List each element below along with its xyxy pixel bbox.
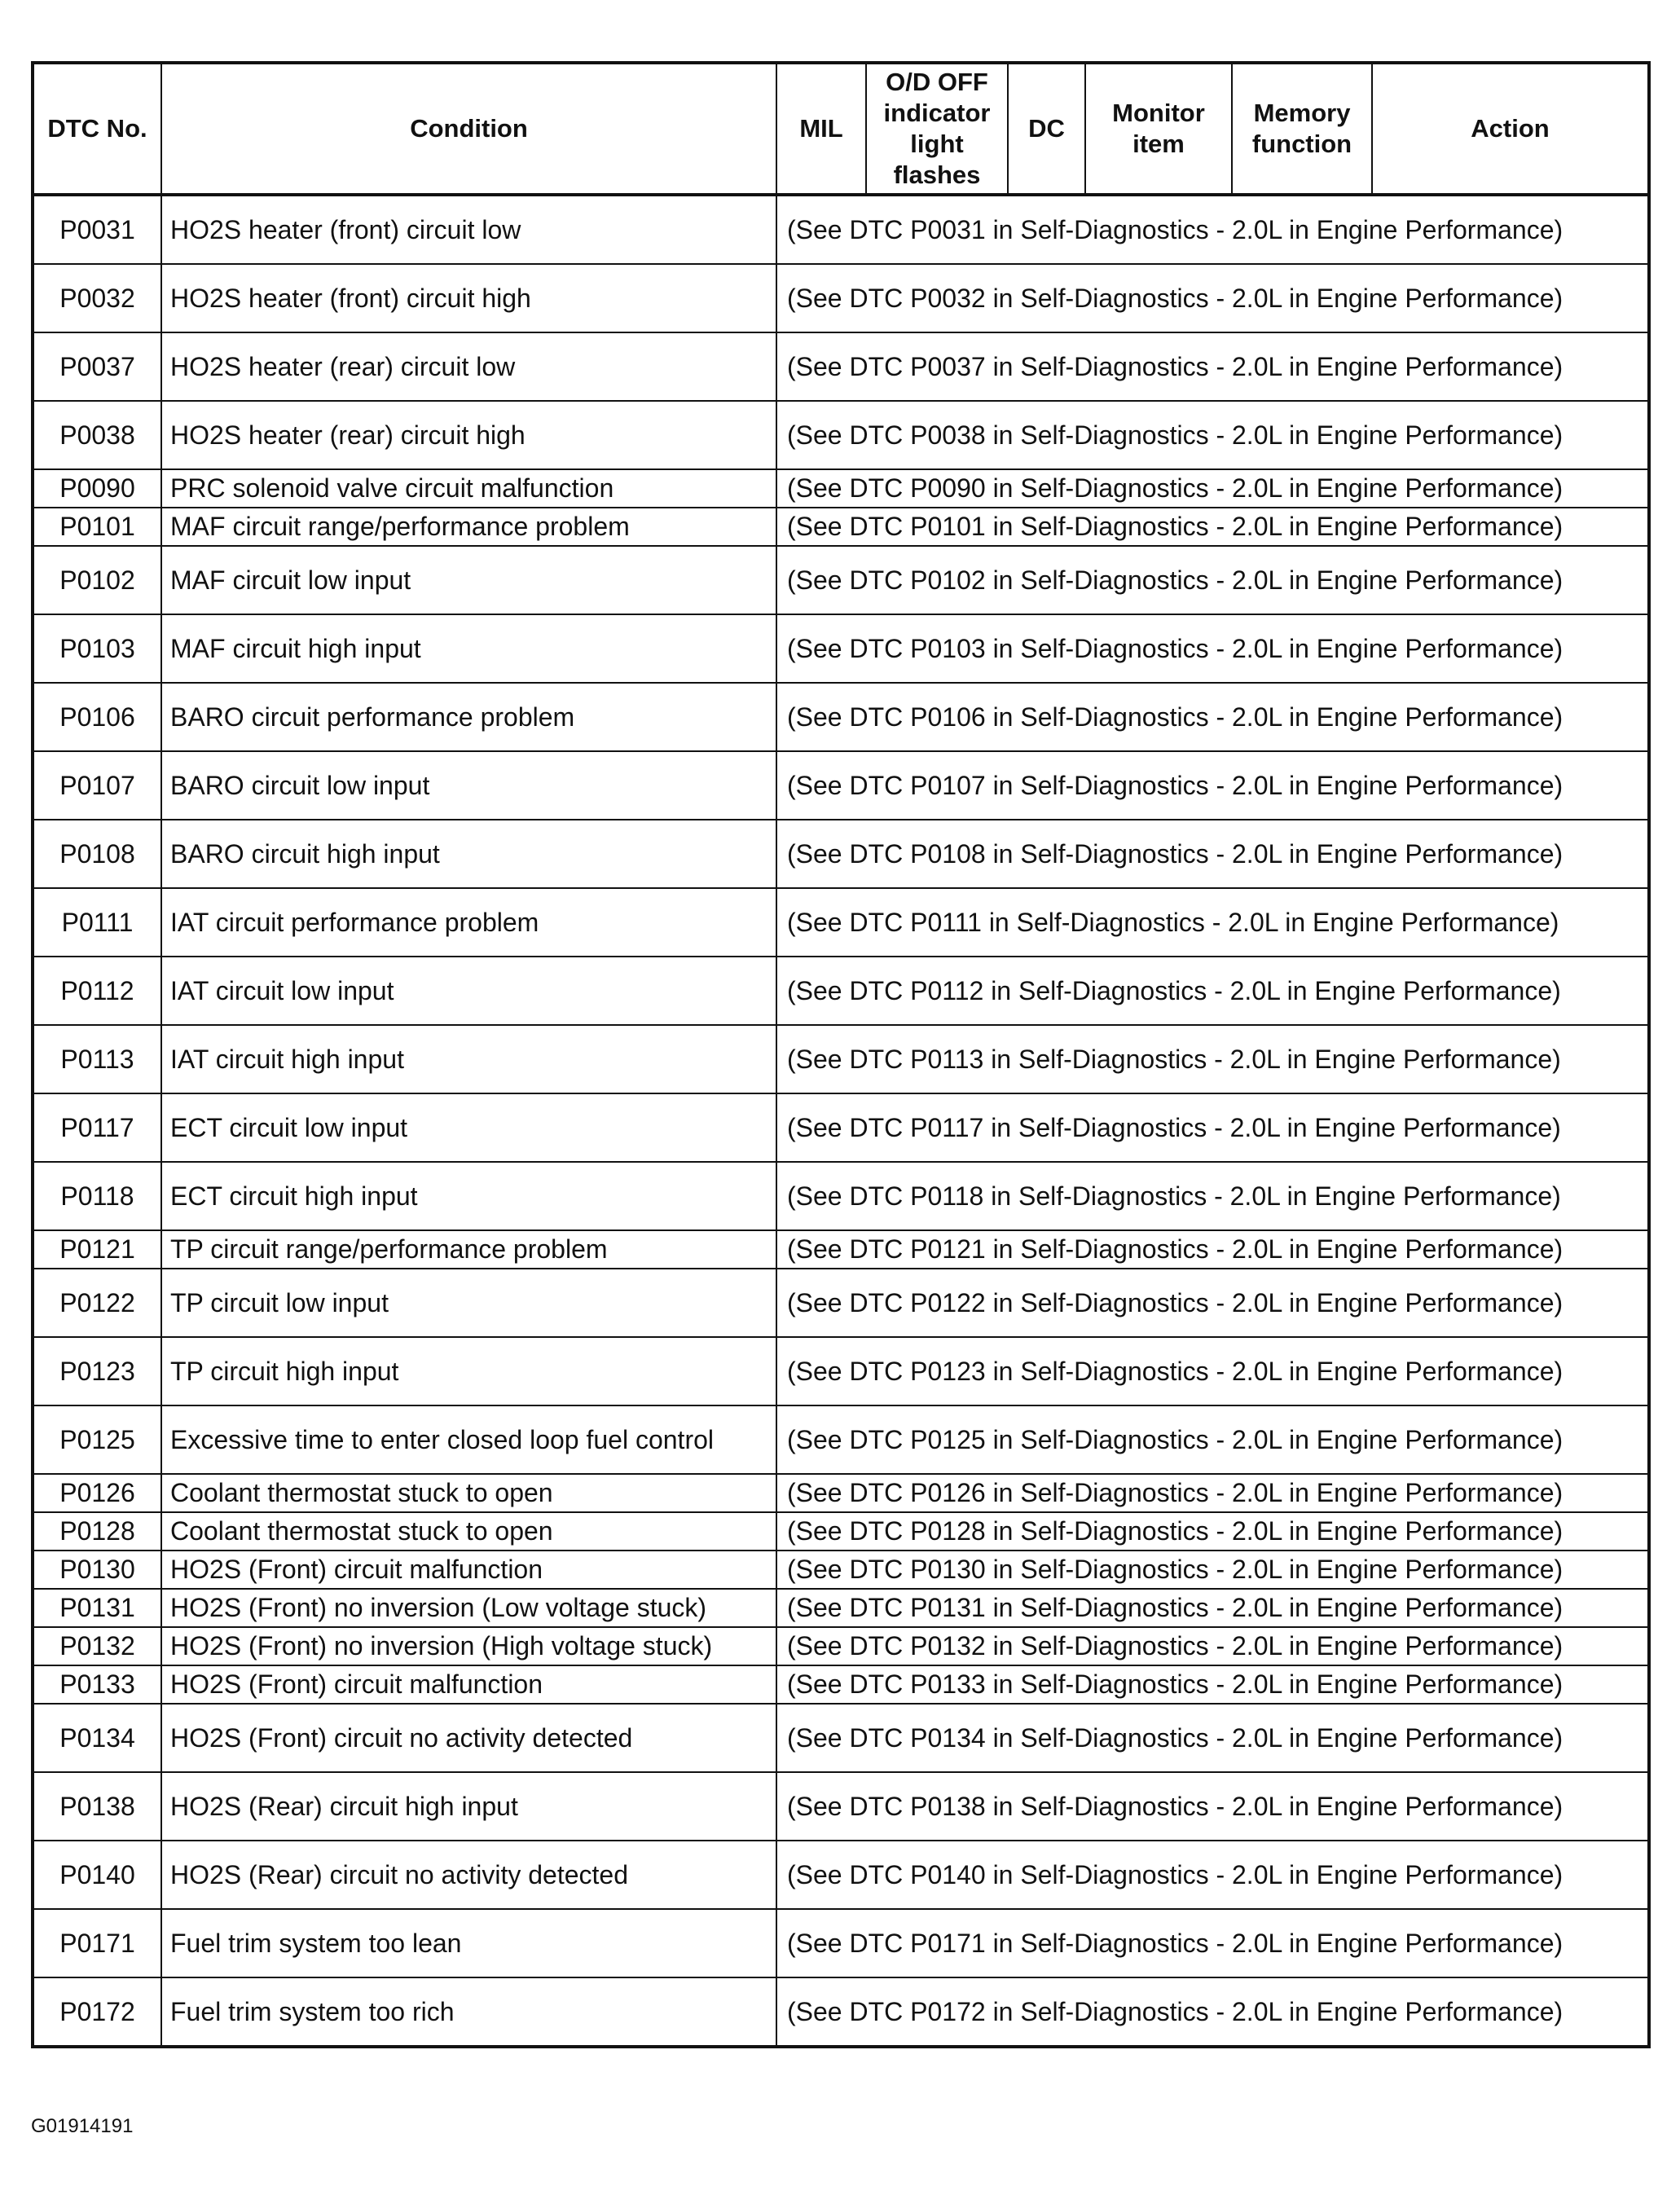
- table-row: [33, 546, 1649, 614]
- condition-cell: HO2S (Front) circuit malfunction: [161, 1551, 776, 1589]
- header-monitor-item: Monitor item: [1085, 63, 1232, 195]
- action-cell: (See DTC P0102 in Self-Diagnostics - 2.0L in Engine Performance): [776, 546, 1649, 614]
- table-row: [33, 195, 1649, 264]
- condition-cell: PRC solenoid valve circuit malfunction: [161, 469, 776, 508]
- table-body: [33, 195, 1649, 2047]
- condition-cell: Coolant thermostat stuck to open: [161, 1512, 776, 1551]
- table-row: [33, 1337, 1649, 1405]
- dtc-code-cell: P0172: [33, 1977, 161, 2047]
- action-cell: (See DTC P0101 in Self-Diagnostics - 2.0L in Engine Performance): [776, 508, 1649, 546]
- table-row: [33, 1704, 1649, 1772]
- table-row: [33, 1405, 1649, 1474]
- condition-cell: Excessive time to enter closed loop fuel control: [161, 1405, 776, 1474]
- condition-cell: HO2S heater (front) circuit high: [161, 264, 776, 332]
- action-cell: (See DTC P0108 in Self-Diagnostics - 2.0L in Engine Performance): [776, 820, 1649, 888]
- dtc-code-cell: P0102: [33, 546, 161, 614]
- action-cell: (See DTC P0131 in Self-Diagnostics - 2.0L in Engine Performance): [776, 1589, 1649, 1627]
- action-cell: (See DTC P0113 in Self-Diagnostics - 2.0L in Engine Performance): [776, 1025, 1649, 1093]
- condition-cell: HO2S (Front) circuit no activity detected: [161, 1704, 776, 1772]
- dtc-code-cell: P0118: [33, 1162, 161, 1230]
- action-cell: (See DTC P0090 in Self-Diagnostics - 2.0L in Engine Performance): [776, 469, 1649, 508]
- dtc-code-cell: P0171: [33, 1909, 161, 1977]
- action-cell: (See DTC P0133 in Self-Diagnostics - 2.0L in Engine Performance): [776, 1665, 1649, 1704]
- header-mil: MIL: [776, 63, 866, 195]
- condition-cell: MAF circuit low input: [161, 546, 776, 614]
- dtc-code-cell: P0106: [33, 683, 161, 751]
- dtc-code-cell: P0132: [33, 1627, 161, 1665]
- dtc-code-cell: P0133: [33, 1665, 161, 1704]
- action-cell: (See DTC P0171 in Self-Diagnostics - 2.0L in Engine Performance): [776, 1909, 1649, 1977]
- action-cell: (See DTC P0121 in Self-Diagnostics - 2.0L in Engine Performance): [776, 1230, 1649, 1269]
- dtc-code-cell: P0101: [33, 508, 161, 546]
- table-row: [33, 1551, 1649, 1589]
- dtc-code-cell: P0031: [33, 195, 161, 264]
- action-cell: (See DTC P0140 in Self-Diagnostics - 2.0L in Engine Performance): [776, 1841, 1649, 1909]
- dtc-code-cell: P0130: [33, 1551, 161, 1589]
- action-cell: (See DTC P0031 in Self-Diagnostics - 2.0L in Engine Performance): [776, 195, 1649, 264]
- action-cell: (See DTC P0138 in Self-Diagnostics - 2.0L in Engine Performance): [776, 1772, 1649, 1841]
- dtc-code-cell: P0038: [33, 401, 161, 469]
- table-row: [33, 1627, 1649, 1665]
- table-row: [33, 1512, 1649, 1551]
- table-row: [33, 957, 1649, 1025]
- header-od-off-indicator: O/D OFF indicator light flashes: [866, 63, 1008, 195]
- table-row: [33, 1269, 1649, 1337]
- condition-cell: TP circuit range/performance problem: [161, 1230, 776, 1269]
- action-cell: (See DTC P0122 in Self-Diagnostics - 2.0L in Engine Performance): [776, 1269, 1649, 1337]
- table-row: [33, 820, 1649, 888]
- action-cell: (See DTC P0117 in Self-Diagnostics - 2.0L in Engine Performance): [776, 1093, 1649, 1162]
- condition-cell: HO2S (Rear) circuit high input: [161, 1772, 776, 1841]
- table-row: [33, 1977, 1649, 2047]
- figure-id: G01914191: [31, 2115, 134, 2137]
- dtc-code-cell: P0117: [33, 1093, 161, 1162]
- condition-cell: BARO circuit low input: [161, 751, 776, 820]
- table-header-row: [33, 63, 1649, 195]
- action-cell: (See DTC P0126 in Self-Diagnostics - 2.0L in Engine Performance): [776, 1474, 1649, 1512]
- condition-cell: IAT circuit low input: [161, 957, 776, 1025]
- action-cell: (See DTC P0112 in Self-Diagnostics - 2.0L in Engine Performance): [776, 957, 1649, 1025]
- dtc-code-cell: P0128: [33, 1512, 161, 1551]
- action-cell: (See DTC P0132 in Self-Diagnostics - 2.0L in Engine Performance): [776, 1627, 1649, 1665]
- condition-cell: HO2S heater (rear) circuit low: [161, 332, 776, 401]
- dtc-code-cell: P0121: [33, 1230, 161, 1269]
- condition-cell: TP circuit high input: [161, 1337, 776, 1405]
- action-cell: (See DTC P0128 in Self-Diagnostics - 2.0L in Engine Performance): [776, 1512, 1649, 1551]
- condition-cell: BARO circuit performance problem: [161, 683, 776, 751]
- action-cell: (See DTC P0032 in Self-Diagnostics - 2.0L in Engine Performance): [776, 264, 1649, 332]
- table-row: [33, 1589, 1649, 1627]
- dtc-table-container: [31, 61, 1647, 2048]
- dtc-code-cell: P0113: [33, 1025, 161, 1093]
- header-memory-function: Memory function: [1232, 63, 1372, 195]
- dtc-code-cell: P0123: [33, 1337, 161, 1405]
- table-row: [33, 1772, 1649, 1841]
- table-row: [33, 508, 1649, 546]
- action-cell: (See DTC P0107 in Self-Diagnostics - 2.0L in Engine Performance): [776, 751, 1649, 820]
- table-row: [33, 683, 1649, 751]
- table-row: [33, 1474, 1649, 1512]
- condition-cell: HO2S (Front) no inversion (High voltage stuck): [161, 1627, 776, 1665]
- header-dc: DC: [1008, 63, 1085, 195]
- header-action: Action: [1372, 63, 1649, 195]
- condition-cell: MAF circuit range/performance problem: [161, 508, 776, 546]
- table-row: [33, 888, 1649, 957]
- dtc-code-cell: P0103: [33, 614, 161, 683]
- table-row: [33, 332, 1649, 401]
- table-row: [33, 1841, 1649, 1909]
- table-row: [33, 469, 1649, 508]
- table-row: [33, 264, 1649, 332]
- table-row: [33, 1162, 1649, 1230]
- condition-cell: IAT circuit high input: [161, 1025, 776, 1093]
- action-cell: (See DTC P0172 in Self-Diagnostics - 2.0L in Engine Performance): [776, 1977, 1649, 2047]
- condition-cell: ECT circuit low input: [161, 1093, 776, 1162]
- condition-cell: HO2S (Front) no inversion (Low voltage stuck): [161, 1589, 776, 1627]
- table-row: [33, 401, 1649, 469]
- dtc-code-cell: P0125: [33, 1405, 161, 1474]
- dtc-code-cell: P0032: [33, 264, 161, 332]
- action-cell: (See DTC P0123 in Self-Diagnostics - 2.0L in Engine Performance): [776, 1337, 1649, 1405]
- dtc-code-cell: P0037: [33, 332, 161, 401]
- dtc-code-cell: P0107: [33, 751, 161, 820]
- condition-cell: HO2S heater (rear) circuit high: [161, 401, 776, 469]
- dtc-code-cell: P0138: [33, 1772, 161, 1841]
- action-cell: (See DTC P0130 in Self-Diagnostics - 2.0L in Engine Performance): [776, 1551, 1649, 1589]
- table-row: [33, 751, 1649, 820]
- dtc-code-cell: P0140: [33, 1841, 161, 1909]
- condition-cell: Fuel trim system too rich: [161, 1977, 776, 2047]
- dtc-code-cell: P0131: [33, 1589, 161, 1627]
- action-cell: (See DTC P0106 in Self-Diagnostics - 2.0L in Engine Performance): [776, 683, 1649, 751]
- action-cell: (See DTC P0103 in Self-Diagnostics - 2.0L in Engine Performance): [776, 614, 1649, 683]
- dtc-code-cell: P0126: [33, 1474, 161, 1512]
- condition-cell: IAT circuit performance problem: [161, 888, 776, 957]
- header-condition: Condition: [161, 63, 776, 195]
- dtc-code-cell: P0090: [33, 469, 161, 508]
- dtc-table: [31, 61, 1651, 2048]
- table-row: [33, 1665, 1649, 1704]
- action-cell: (See DTC P0125 in Self-Diagnostics - 2.0L in Engine Performance): [776, 1405, 1649, 1474]
- dtc-code-cell: P0122: [33, 1269, 161, 1337]
- table-row: [33, 1230, 1649, 1269]
- condition-cell: HO2S heater (front) circuit low: [161, 195, 776, 264]
- action-cell: (See DTC P0118 in Self-Diagnostics - 2.0L in Engine Performance): [776, 1162, 1649, 1230]
- condition-cell: MAF circuit high input: [161, 614, 776, 683]
- condition-cell: Coolant thermostat stuck to open: [161, 1474, 776, 1512]
- condition-cell: TP circuit low input: [161, 1269, 776, 1337]
- dtc-code-cell: P0111: [33, 888, 161, 957]
- table-row: [33, 614, 1649, 683]
- action-cell: (See DTC P0111 in Self-Diagnostics - 2.0L in Engine Performance): [776, 888, 1649, 957]
- action-cell: (See DTC P0134 in Self-Diagnostics - 2.0L in Engine Performance): [776, 1704, 1649, 1772]
- action-cell: (See DTC P0037 in Self-Diagnostics - 2.0L in Engine Performance): [776, 332, 1649, 401]
- condition-cell: HO2S (Rear) circuit no activity detected: [161, 1841, 776, 1909]
- condition-cell: Fuel trim system too lean: [161, 1909, 776, 1977]
- condition-cell: ECT circuit high input: [161, 1162, 776, 1230]
- table-row: [33, 1025, 1649, 1093]
- table-row: [33, 1909, 1649, 1977]
- dtc-code-cell: P0108: [33, 820, 161, 888]
- table-row: [33, 1093, 1649, 1162]
- dtc-code-cell: P0112: [33, 957, 161, 1025]
- header-dtc-no: DTC No.: [33, 63, 161, 195]
- condition-cell: BARO circuit high input: [161, 820, 776, 888]
- action-cell: (See DTC P0038 in Self-Diagnostics - 2.0L in Engine Performance): [776, 401, 1649, 469]
- condition-cell: HO2S (Front) circuit malfunction: [161, 1665, 776, 1704]
- dtc-code-cell: P0134: [33, 1704, 161, 1772]
